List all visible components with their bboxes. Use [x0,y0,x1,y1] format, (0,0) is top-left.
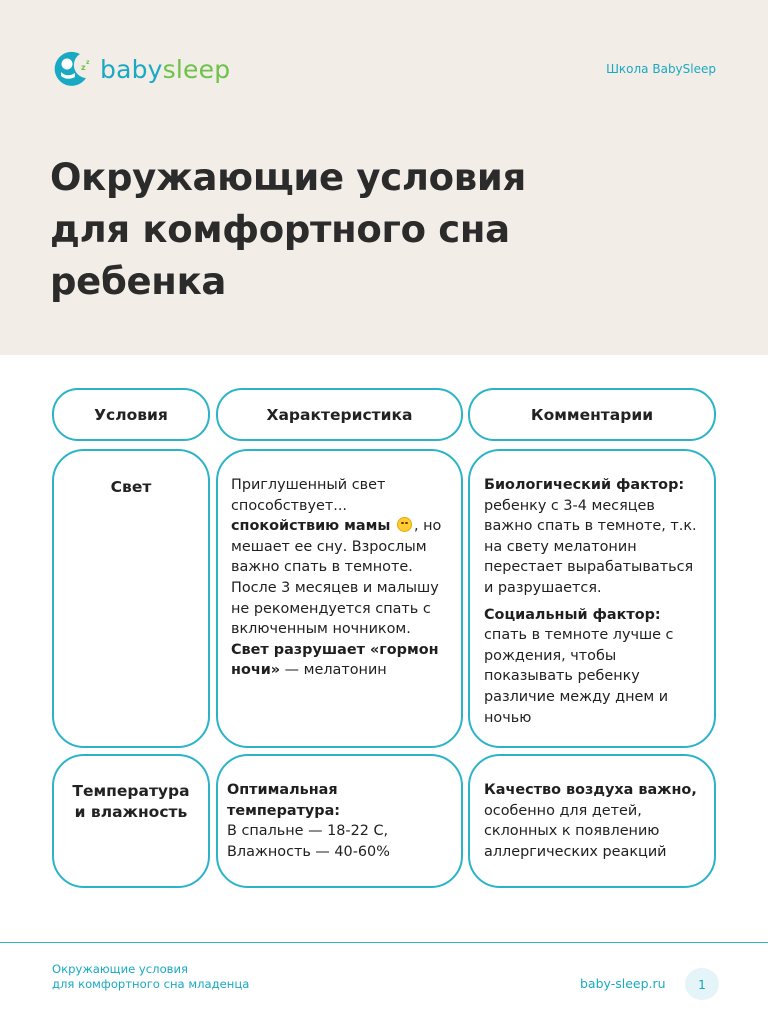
optimal-temperature-title: Оптимальная температура: [227,782,341,819]
row-temperature-condition-cell [52,754,210,888]
page-title [50,152,690,308]
row-light-comments-cell [468,449,716,748]
condition-temp-line-1: Температура [72,782,190,800]
column-header-comments: Комментарии [468,388,716,441]
light-char-body: , но мешает ее сну. Взрослым важно спать в темноте. После 3 месяцев и малышу не рекомендуется спать с включенным ночником. [231,518,442,638]
title-line-2: для комфортного сна [50,208,510,251]
row-light-characteristic-cell [216,449,463,748]
page-number-badge: 1 [685,968,719,1000]
brand-sleep-text: sleep [162,54,231,84]
babysleep-logo[interactable] [50,48,230,90]
svg-text:z: z [81,63,86,72]
air-quality-text: особенно для детей, склонных к появлению аллергических реакций [484,802,667,860]
column-header-conditions: Условия [52,388,210,441]
bedroom-temperature-text: В спальне — 18-22 С, [227,823,389,840]
humidity-text: Влажность — 40-60% [227,843,390,860]
footer-caption-line-2: для комфортного сна младенца [52,977,250,991]
footer-caption [52,962,249,992]
air-quality-paragraph [484,780,706,862]
brand-baby-text: baby [100,54,163,84]
air-quality-title: Качество воздуха важно, [484,782,697,798]
footer-divider [0,942,768,943]
condition-label-light: Свет [110,478,152,496]
column-header-characteristic: Характеристика [216,388,463,441]
condition-label-temperature [54,781,208,823]
bio-factor-title: Биологический фактор: [484,477,685,493]
condition-temp-line-2: и влажность [74,803,188,821]
title-line-3: ребенка [50,260,227,303]
row-temperature-comments-cell [468,754,716,888]
header-banner [0,0,768,355]
winking-face-emoji-icon [397,517,412,532]
light-char-hormone-bold: Свет разрушает «гормон ночи» [231,641,439,679]
light-char-intro: Приглушенный свет способствует... [231,477,386,514]
row-temperature-characteristic-cell [216,754,463,888]
row-light-condition-cell [52,449,210,748]
light-char-bold-phrase: спокойствию мамы [231,518,391,535]
temperature-characteristic-text [227,780,453,862]
footer-caption-line-1: Окружающие условия [52,962,189,976]
bio-factor-paragraph [484,475,706,599]
title-line-1: Окружающие условия [50,156,526,199]
social-factor-text: спать в темноте лучше с рождения, чтобы показывать ребенку различие между днем и ночью [484,627,674,726]
footer-website-link[interactable]: baby-sleep.ru [580,976,666,991]
baby-moon-logo-icon [50,48,94,90]
light-char-melatonin: — мелатонин [280,662,387,679]
school-link[interactable]: Школа BabySleep [606,62,716,76]
social-factor-paragraph [484,605,706,729]
svg-text:z: z [86,59,90,66]
bio-factor-text: ребенку с 3-4 месяцев важно спать в темноте, т.к. на свету мелатонин перестает вырабатываться и разрушается. [484,497,697,596]
brand-wordmark [100,54,231,84]
social-factor-title: Социальный фактор: [484,606,661,623]
light-characteristic-text [231,475,451,681]
